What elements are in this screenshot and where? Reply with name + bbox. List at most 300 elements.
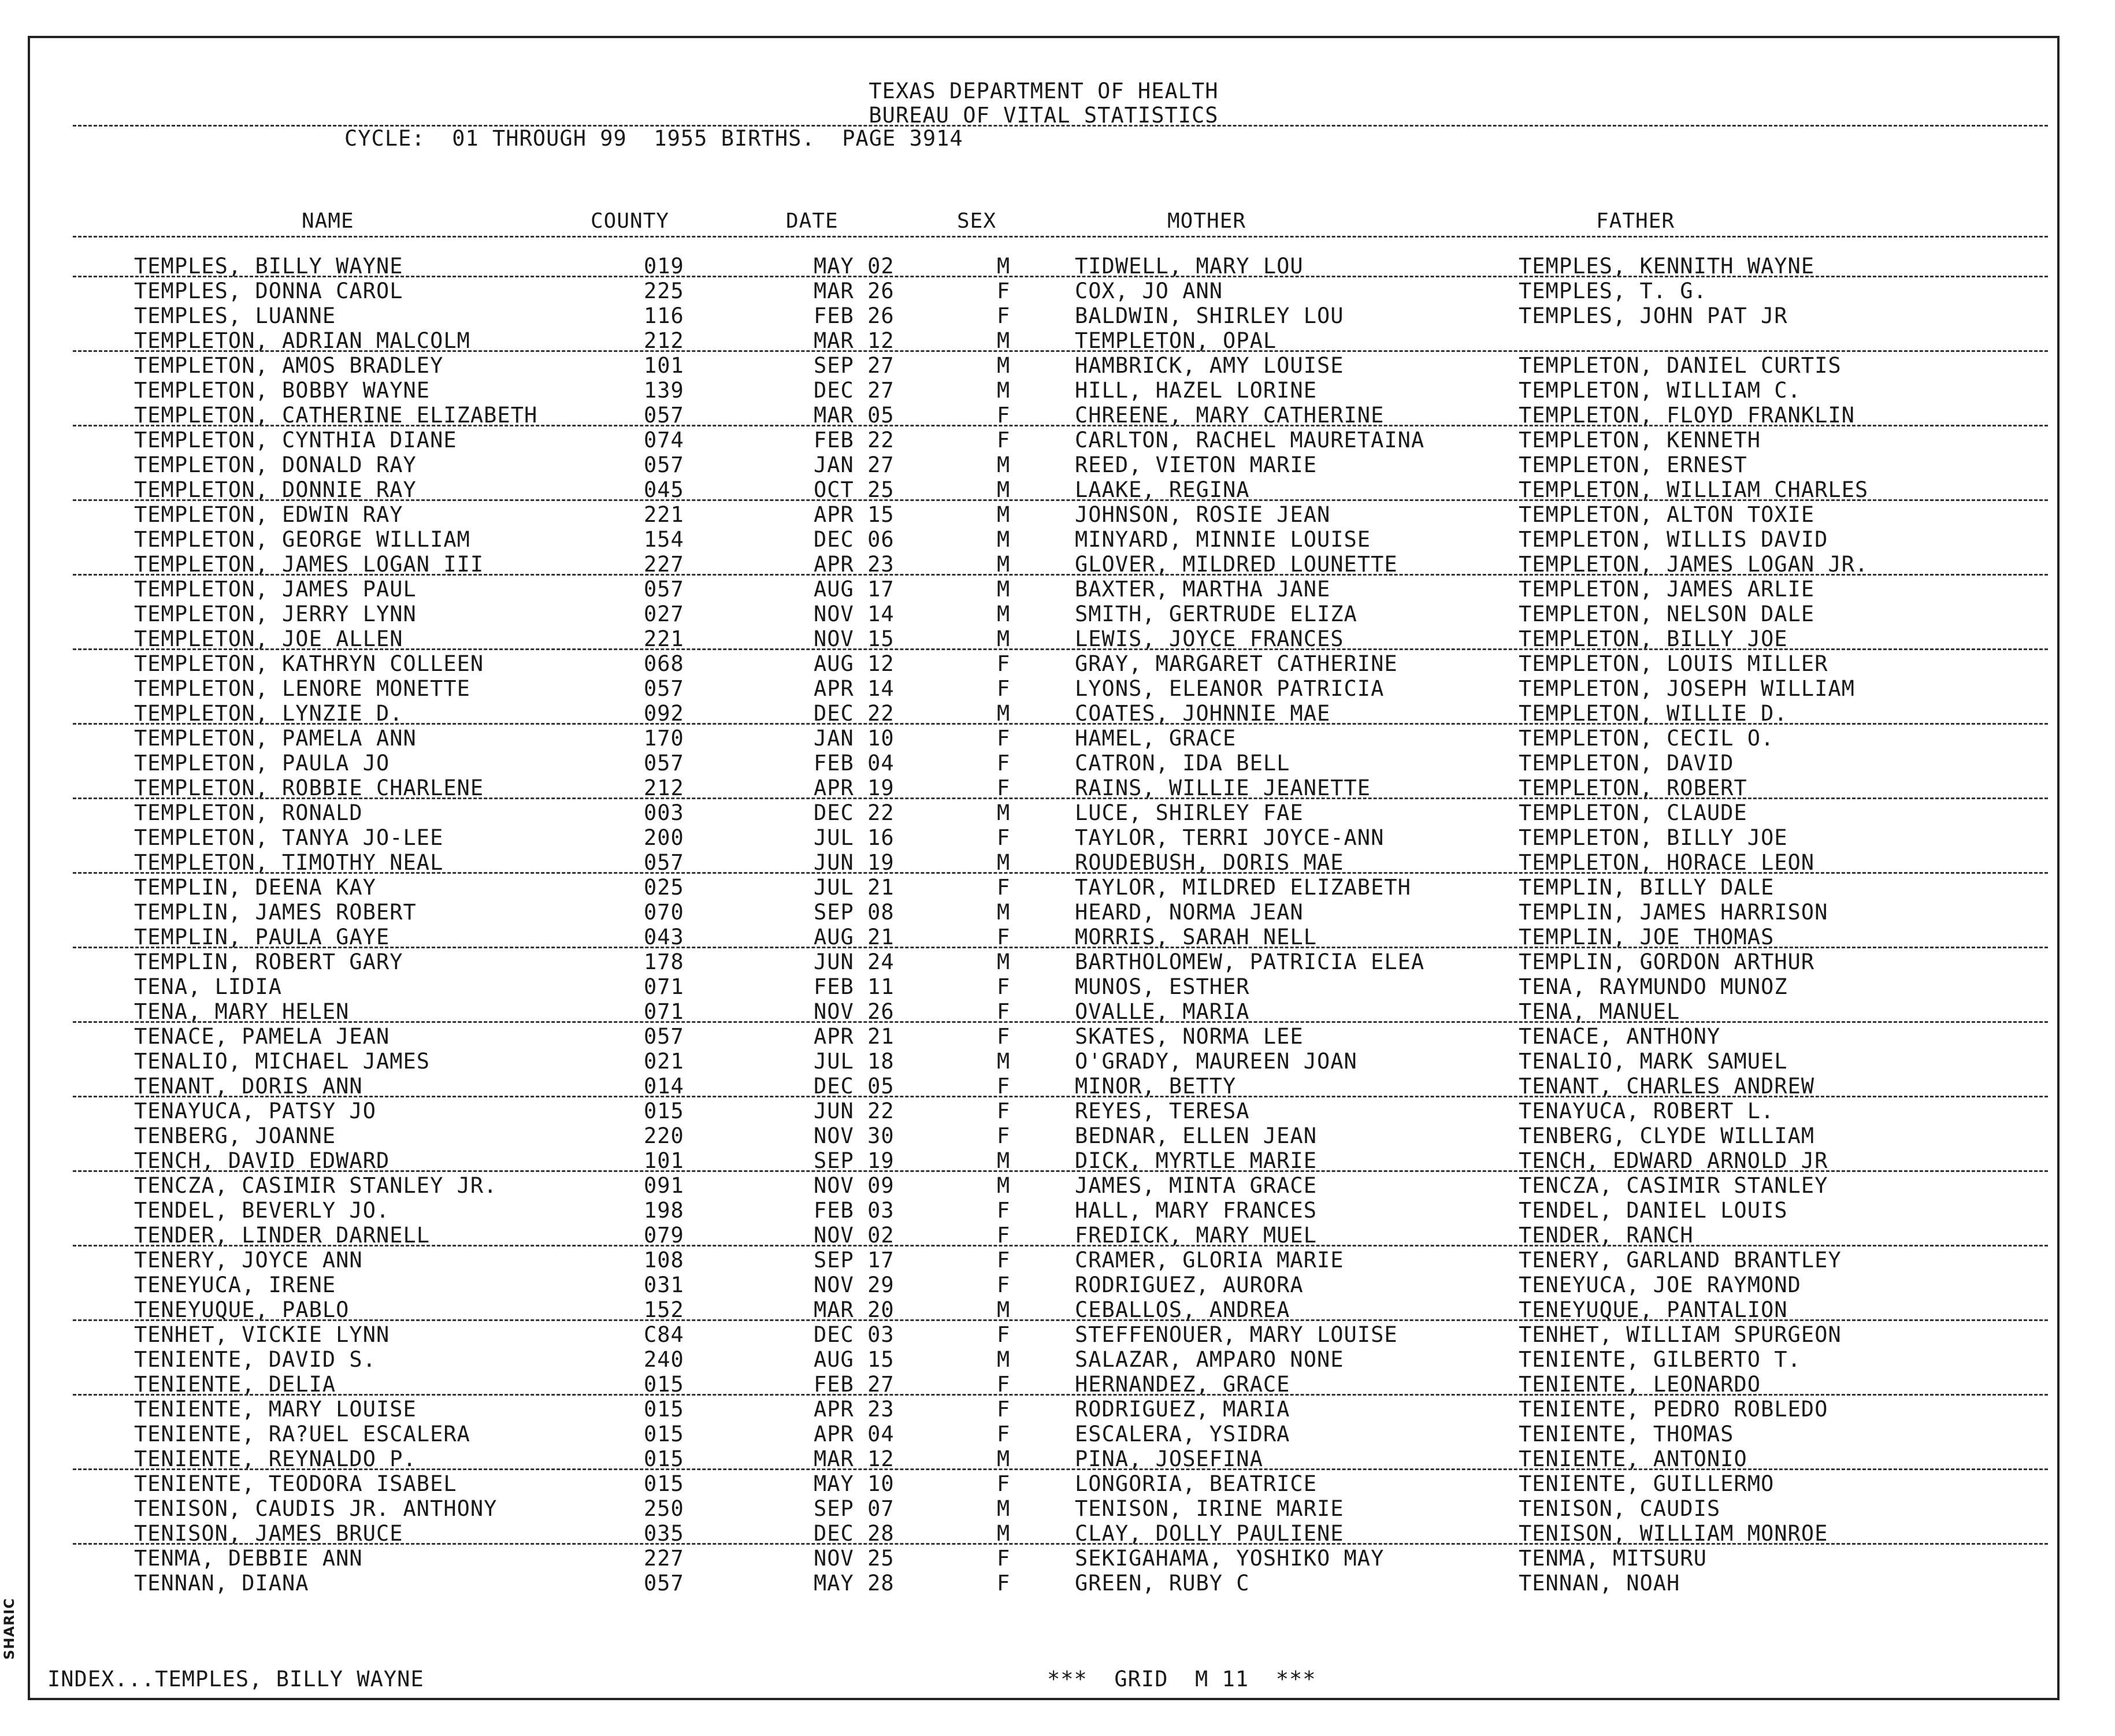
record-mother: MUNOS, ESTHER [1075, 974, 1250, 999]
record-name: TEMPLIN, JAMES ROBERT [134, 900, 417, 925]
record-date: JUL 16 [814, 825, 895, 850]
record-father: TEMPLETON, BILLY JOE [1519, 825, 1788, 850]
record-county: 057 [644, 452, 684, 477]
record-date: DEC 05 [814, 1074, 895, 1099]
record-father: TEMPLETON, WILLIAM C. [1519, 378, 1801, 403]
record-row [30, 949, 2057, 974]
record-father: TENHET, WILLIAM SPURGEON [1519, 1322, 1842, 1347]
header-bureau: BUREAU OF VITAL STATISTICS [869, 103, 1219, 128]
record-mother: DICK, MYRTLE MARIE [1075, 1148, 1317, 1173]
record-date: DEC 28 [814, 1521, 895, 1546]
record-mother: PINA, JOSEFINA [1075, 1446, 1263, 1471]
record-father: TEMPLETON, DAVID [1519, 751, 1734, 776]
record-row [30, 1397, 2057, 1422]
record-father: TEMPLETON, ROBERT [1519, 776, 1747, 800]
record-date: DEC 27 [814, 378, 895, 403]
column-header-mother: MOTHER [1167, 209, 1246, 233]
record-date: JAN 27 [814, 452, 895, 477]
record-mother: SMITH, GERTRUDE ELIZA [1075, 602, 1357, 626]
record-county: 091 [644, 1173, 684, 1198]
record-mother: REED, VIETON MARIE [1075, 452, 1317, 477]
record-date: MAR 20 [814, 1297, 895, 1322]
record-sex: F [997, 303, 1011, 328]
record-date: MAY 28 [814, 1571, 895, 1596]
record-sex: F [997, 999, 1011, 1024]
record-sex: M [997, 1049, 1011, 1074]
record-mother: FREDICK, MARY MUEL [1075, 1223, 1317, 1248]
record-name: TENDEL, BEVERLY JO. [134, 1198, 390, 1223]
record-father: TENISON, CAUDIS [1519, 1496, 1721, 1521]
record-name: TENEYUQUE, PABLO [134, 1297, 350, 1322]
birth-records-list [30, 254, 2057, 1596]
record-father: TEMPLETON, WILLIS DAVID [1519, 527, 1828, 552]
record-name: TEMPLETON, EDWIN RAY [134, 502, 403, 527]
record-mother: MINYARD, MINNIE LOUISE [1075, 527, 1371, 552]
record-row [30, 527, 2057, 552]
record-name: TEMPLETON, CATHERINE ELIZABETH [134, 403, 538, 428]
record-county: 101 [644, 1148, 684, 1173]
record-mother: HEARD, NORMA JEAN [1075, 900, 1304, 925]
record-sex: F [997, 1273, 1011, 1297]
column-header-father: FATHER [1596, 209, 1675, 233]
record-date: NOV 15 [814, 626, 895, 651]
record-sex: M [997, 552, 1011, 577]
record-name: TENA, MARY HELEN [134, 999, 350, 1024]
record-county: 057 [644, 751, 684, 776]
record-row [30, 1496, 2057, 1521]
record-sex: F [997, 925, 1011, 949]
record-father: TENCH, EDWARD ARNOLD JR [1519, 1148, 1828, 1173]
column-header-date: DATE [786, 209, 838, 233]
record-father: TEMPLETON, CECIL O. [1519, 726, 1775, 751]
header-cycle: CYCLE: 01 THROUGH 99 1955 BIRTHS. PAGE 3914 [344, 126, 963, 151]
record-sex: M [997, 254, 1011, 279]
record-sex: M [997, 900, 1011, 925]
record-county: 108 [644, 1248, 684, 1273]
record-row [30, 825, 2057, 850]
record-father: TEMPLETON, DANIEL CURTIS [1519, 353, 1842, 378]
record-name: TEMPLETON, ADRIAN MALCOLM [134, 328, 470, 353]
record-father: TENMA, MITSURU [1519, 1546, 1707, 1571]
record-sex: F [997, 428, 1011, 452]
record-row [30, 1198, 2057, 1223]
record-father: TENIENTE, ANTONIO [1519, 1446, 1747, 1471]
record-date: DEC 22 [814, 701, 895, 726]
record-sex: F [997, 676, 1011, 701]
column-header-county: COUNTY [591, 209, 670, 233]
record-mother: GLOVER, MILDRED LOUNETTE [1075, 552, 1398, 577]
record-county: 227 [644, 1546, 684, 1571]
record-date: FEB 03 [814, 1198, 895, 1223]
record-name: TEMPLIN, DEENA KAY [134, 875, 376, 900]
record-county: 015 [644, 1446, 684, 1471]
record-sex: M [997, 502, 1011, 527]
record-date: NOV 25 [814, 1546, 895, 1571]
record-county: 220 [644, 1123, 684, 1148]
record-mother: LONGORIA, BEATRICE [1075, 1471, 1317, 1496]
record-father: TEMPLETON, NELSON DALE [1519, 602, 1815, 626]
record-father: TENANT, CHARLES ANDREW [1519, 1074, 1815, 1099]
record-county: 221 [644, 626, 684, 651]
record-mother: O'GRADY, MAUREEN JOAN [1075, 1049, 1357, 1074]
record-father: TENA, RAYMUNDO MUNOZ [1519, 974, 1788, 999]
record-mother: TEMPLETON, OPAL [1075, 328, 1277, 353]
record-mother: BARTHOLOMEW, PATRICIA ELEA [1075, 949, 1425, 974]
record-father: TEMPLETON, ALTON TOXIE [1519, 502, 1815, 527]
record-father: TENA, MANUEL [1519, 999, 1680, 1024]
record-name: TENA, LIDIA [134, 974, 283, 999]
record-sex: F [997, 1322, 1011, 1347]
header-department: TEXAS DEPARTMENT OF HEALTH [869, 79, 1219, 103]
record-mother: COX, JO ANN [1075, 279, 1223, 303]
record-row [30, 800, 2057, 825]
record-name: TENERY, JOYCE ANN [134, 1248, 363, 1273]
record-name: TENIENTE, RA?UEL ESCALERA [134, 1422, 470, 1446]
record-date: SEP 19 [814, 1148, 895, 1173]
record-county: 070 [644, 900, 684, 925]
record-row [30, 477, 2057, 502]
record-county: 057 [644, 676, 684, 701]
record-mother: HAMEL, GRACE [1075, 726, 1237, 751]
record-date: APR 15 [814, 502, 895, 527]
record-county: 212 [644, 328, 684, 353]
record-mother: CARLTON, RACHEL MAURETAINA [1075, 428, 1425, 452]
record-date: SEP 08 [814, 900, 895, 925]
record-name: TENEYUCA, IRENE [134, 1273, 336, 1297]
record-mother: RAINS, WILLIE JEANETTE [1075, 776, 1371, 800]
record-sex: F [997, 279, 1011, 303]
record-row [30, 1372, 2057, 1397]
record-father: TEMPLETON, ERNEST [1519, 452, 1747, 477]
record-county: 027 [644, 602, 684, 626]
record-date: JUL 18 [814, 1049, 895, 1074]
record-father: TEMPLETON, HORACE LEON [1519, 850, 1815, 875]
record-father: TEMPLIN, JAMES HARRISON [1519, 900, 1828, 925]
record-father: TENCZA, CASIMIR STANLEY [1519, 1173, 1828, 1198]
record-father: TENEYUCA, JOE RAYMOND [1519, 1273, 1801, 1297]
record-date: SEP 27 [814, 353, 895, 378]
record-father: TENIENTE, GILBERTO T. [1519, 1347, 1801, 1372]
record-sex: F [997, 776, 1011, 800]
record-row [30, 900, 2057, 925]
record-name: TEMPLETON, LYNZIE D. [134, 701, 403, 726]
record-mother: CHREENE, MARY CATHERINE [1075, 403, 1385, 428]
record-county: 045 [644, 477, 684, 502]
record-county: 057 [644, 850, 684, 875]
record-name: TENCZA, CASIMIR STANLEY JR. [134, 1173, 498, 1198]
side-stamp: SHARIC [1, 1598, 17, 1660]
record-row [30, 974, 2057, 999]
record-sex: F [997, 403, 1011, 428]
record-county: 071 [644, 999, 684, 1024]
record-row [30, 676, 2057, 701]
record-sex: F [997, 651, 1011, 676]
record-name: TEMPLIN, ROBERT GARY [134, 949, 403, 974]
record-county: C84 [644, 1322, 684, 1347]
record-father: TEMPLETON, JAMES ARLIE [1519, 577, 1815, 602]
record-father: TEMPLETON, WILLIAM CHARLES [1519, 477, 1869, 502]
record-row [30, 1024, 2057, 1049]
record-name: TEMPLETON, JOE ALLEN [134, 626, 403, 651]
record-row [30, 1049, 2057, 1074]
record-mother: HALL, MARY FRANCES [1075, 1198, 1317, 1223]
record-sex: M [997, 527, 1011, 552]
record-sex: F [997, 1471, 1011, 1496]
record-date: MAR 12 [814, 328, 895, 353]
record-row [30, 254, 2057, 279]
record-date: OCT 25 [814, 477, 895, 502]
record-county: 092 [644, 701, 684, 726]
record-county: 019 [644, 254, 684, 279]
record-mother: LAAKE, REGINA [1075, 477, 1250, 502]
record-county: 015 [644, 1099, 684, 1123]
record-date: JAN 10 [814, 726, 895, 751]
record-name: TEMPLETON, JAMES LOGAN III [134, 552, 484, 577]
record-father: TENBERG, CLYDE WILLIAM [1519, 1123, 1815, 1148]
record-date: APR 21 [814, 1024, 895, 1049]
record-father: TENALIO, MARK SAMUEL [1519, 1049, 1788, 1074]
record-father: TEMPLETON, BILLY JOE [1519, 626, 1788, 651]
record-county: 154 [644, 527, 684, 552]
record-name: TEMPLETON, TIMOTHY NEAL [134, 850, 444, 875]
record-name: TENIENTE, REYNALDO P. [134, 1446, 417, 1471]
record-date: APR 04 [814, 1422, 895, 1446]
record-county: 152 [644, 1297, 684, 1322]
record-mother: CEBALLOS, ANDREA [1075, 1297, 1290, 1322]
record-father: TEMPLIN, BILLY DALE [1519, 875, 1775, 900]
record-sex: M [997, 328, 1011, 353]
record-mother: BEDNAR, ELLEN JEAN [1075, 1123, 1317, 1148]
record-father: TENIENTE, LEONARDO [1519, 1372, 1761, 1397]
record-row [30, 726, 2057, 751]
record-mother: RODRIGUEZ, MARIA [1075, 1397, 1290, 1422]
record-sex: F [997, 974, 1011, 999]
record-father: TEMPLETON, WILLIE D. [1519, 701, 1788, 726]
record-mother: LYONS, ELEANOR PATRICIA [1075, 676, 1385, 701]
record-county: 015 [644, 1471, 684, 1496]
record-mother: ROUDEBUSH, DORIS MAE [1075, 850, 1344, 875]
record-county: 035 [644, 1521, 684, 1546]
record-name: TENACE, PAMELA JEAN [134, 1024, 390, 1049]
record-name: TENBERG, JOANNE [134, 1123, 336, 1148]
record-mother: OVALLE, MARIA [1075, 999, 1250, 1024]
record-row [30, 751, 2057, 776]
record-date: APR 14 [814, 676, 895, 701]
record-row [30, 378, 2057, 403]
record-county: 015 [644, 1397, 684, 1422]
record-name: TEMPLETON, PAULA JO [134, 751, 390, 776]
record-date: MAY 02 [814, 254, 895, 279]
record-row [30, 552, 2057, 577]
record-name: TEMPLETON, PAMELA ANN [134, 726, 417, 751]
record-name: TENNAN, DIANA [134, 1571, 309, 1596]
record-county: 068 [644, 651, 684, 676]
record-name: TENIENTE, TEODORA ISABEL [134, 1471, 457, 1496]
record-row [30, 1297, 2057, 1322]
record-father: TEMPLETON, CLAUDE [1519, 800, 1747, 825]
record-date: DEC 06 [814, 527, 895, 552]
record-date: MAY 10 [814, 1471, 895, 1496]
record-sex: F [997, 1397, 1011, 1422]
record-mother: TIDWELL, MARY LOU [1075, 254, 1304, 279]
record-sex: F [997, 1099, 1011, 1123]
record-date: FEB 22 [814, 428, 895, 452]
record-date: NOV 14 [814, 602, 895, 626]
record-date: NOV 30 [814, 1123, 895, 1148]
record-mother: JAMES, MINTA GRACE [1075, 1173, 1317, 1198]
record-row [30, 1248, 2057, 1273]
record-mother: REYES, TERESA [1075, 1099, 1250, 1123]
record-mother: SKATES, NORMA LEE [1075, 1024, 1304, 1049]
record-date: AUG 15 [814, 1347, 895, 1372]
record-sex: F [997, 1223, 1011, 1248]
record-father: TEMPLETON, FLOYD FRANKLIN [1519, 403, 1855, 428]
record-date: NOV 02 [814, 1223, 895, 1248]
record-father: TENISON, WILLIAM MONROE [1519, 1521, 1828, 1546]
record-mother: MINOR, BETTY [1075, 1074, 1237, 1099]
record-sex: M [997, 1446, 1011, 1471]
column-header-name: NAME [302, 209, 354, 233]
record-father: TEMPLES, KENNITH WAYNE [1519, 254, 1815, 279]
record-mother: SEKIGAHAMA, YOSHIKO MAY [1075, 1546, 1385, 1571]
record-father: TEMPLES, JOHN PAT JR [1519, 303, 1788, 328]
column-header-divider [73, 236, 2048, 238]
record-row [30, 1446, 2057, 1471]
record-county: 021 [644, 1049, 684, 1074]
record-father: TENIENTE, THOMAS [1519, 1422, 1734, 1446]
record-father: TEMPLETON, JOSEPH WILLIAM [1519, 676, 1855, 701]
record-sex: M [997, 477, 1011, 502]
record-county: 057 [644, 1024, 684, 1049]
record-row [30, 925, 2057, 949]
record-county: 043 [644, 925, 684, 949]
record-father: TEMPLES, T. G. [1519, 279, 1707, 303]
record-date: JUL 21 [814, 875, 895, 900]
record-row [30, 651, 2057, 676]
record-date: MAR 12 [814, 1446, 895, 1471]
record-name: TENISON, JAMES BRUCE [134, 1521, 403, 1546]
record-county: 139 [644, 378, 684, 403]
record-mother: BAXTER, MARTHA JANE [1075, 577, 1331, 602]
record-row [30, 1074, 2057, 1099]
record-sex: M [997, 378, 1011, 403]
record-name: TENISON, CAUDIS JR. ANTHONY [134, 1496, 498, 1521]
record-sex: M [997, 602, 1011, 626]
record-date: APR 23 [814, 552, 895, 577]
record-name: TEMPLETON, DONNIE RAY [134, 477, 417, 502]
record-sex: M [997, 577, 1011, 602]
record-name: TEMPLETON, KATHRYN COLLEEN [134, 651, 484, 676]
record-name: TEMPLETON, AMOS BRADLEY [134, 353, 444, 378]
record-mother: TAYLOR, TERRI JOYCE-ANN [1075, 825, 1385, 850]
record-mother: CLAY, DOLLY PAULIENE [1075, 1521, 1344, 1546]
record-county: 025 [644, 875, 684, 900]
record-date: NOV 09 [814, 1173, 895, 1198]
record-row [30, 1223, 2057, 1248]
record-sex: M [997, 353, 1011, 378]
record-mother: BALDWIN, SHIRLEY LOU [1075, 303, 1344, 328]
record-row [30, 1322, 2057, 1347]
record-father: TENNAN, NOAH [1519, 1571, 1680, 1596]
record-father: TEMPLETON, LOUIS MILLER [1519, 651, 1828, 676]
record-name: TEMPLES, LUANNE [134, 303, 336, 328]
record-date: FEB 27 [814, 1372, 895, 1397]
record-father: TEMPLETON, KENNETH [1519, 428, 1761, 452]
record-sheet [28, 36, 2060, 1700]
record-sex: F [997, 726, 1011, 751]
record-name: TENMA, DEBBIE ANN [134, 1546, 363, 1571]
record-row [30, 1148, 2057, 1173]
record-mother: MORRIS, SARAH NELL [1075, 925, 1317, 949]
record-row [30, 303, 2057, 328]
record-name: TEMPLETON, TANYA JO-LEE [134, 825, 444, 850]
record-county: 057 [644, 577, 684, 602]
record-row [30, 701, 2057, 726]
record-county: 212 [644, 776, 684, 800]
record-county: 227 [644, 552, 684, 577]
record-sex: F [997, 875, 1011, 900]
record-date: AUG 21 [814, 925, 895, 949]
record-sex: F [997, 1546, 1011, 1571]
record-county: 116 [644, 303, 684, 328]
record-row [30, 1422, 2057, 1446]
record-sex: F [997, 1571, 1011, 1596]
record-row [30, 452, 2057, 477]
record-row [30, 776, 2057, 800]
record-row [30, 328, 2057, 353]
record-row [30, 577, 2057, 602]
record-sex: M [997, 1297, 1011, 1322]
record-name: TEMPLETON, GEORGE WILLIAM [134, 527, 470, 552]
record-county: 101 [644, 353, 684, 378]
record-row [30, 875, 2057, 900]
record-county: 031 [644, 1273, 684, 1297]
record-row [30, 428, 2057, 452]
record-mother: LEWIS, JOYCE FRANCES [1075, 626, 1344, 651]
record-date: SEP 07 [814, 1496, 895, 1521]
record-father: TENDEL, DANIEL LOUIS [1519, 1198, 1788, 1223]
record-date: DEC 22 [814, 800, 895, 825]
record-name: TEMPLETON, JAMES PAUL [134, 577, 417, 602]
record-father: TEMPLIN, GORDON ARTHUR [1519, 949, 1815, 974]
record-date: MAR 26 [814, 279, 895, 303]
record-mother: CATRON, IDA BELL [1075, 751, 1290, 776]
column-header-sex: SEX [957, 209, 997, 233]
record-mother: COATES, JOHNNIE MAE [1075, 701, 1331, 726]
record-sex: F [997, 1422, 1011, 1446]
record-row [30, 1173, 2057, 1198]
record-name: TEMPLES, BILLY WAYNE [134, 254, 403, 279]
record-mother: GREEN, RUBY C [1075, 1571, 1250, 1596]
record-mother: CRAMER, GLORIA MARIE [1075, 1248, 1344, 1273]
record-county: 198 [644, 1198, 684, 1223]
record-father: TENACE, ANTHONY [1519, 1024, 1721, 1049]
record-name: TENANT, DORIS ANN [134, 1074, 363, 1099]
record-name: TENHET, VICKIE LYNN [134, 1322, 390, 1347]
record-date: NOV 26 [814, 999, 895, 1024]
record-date: AUG 12 [814, 651, 895, 676]
record-row [30, 502, 2057, 527]
record-date: APR 23 [814, 1397, 895, 1422]
record-row [30, 850, 2057, 875]
record-county: 014 [644, 1074, 684, 1099]
record-sex: M [997, 1496, 1011, 1521]
record-father: TENEYUQUE, PANTALION [1519, 1297, 1788, 1322]
record-name: TEMPLETON, BOBBY WAYNE [134, 378, 431, 403]
record-row [30, 403, 2057, 428]
record-sex: F [997, 1198, 1011, 1223]
record-county: 079 [644, 1223, 684, 1248]
